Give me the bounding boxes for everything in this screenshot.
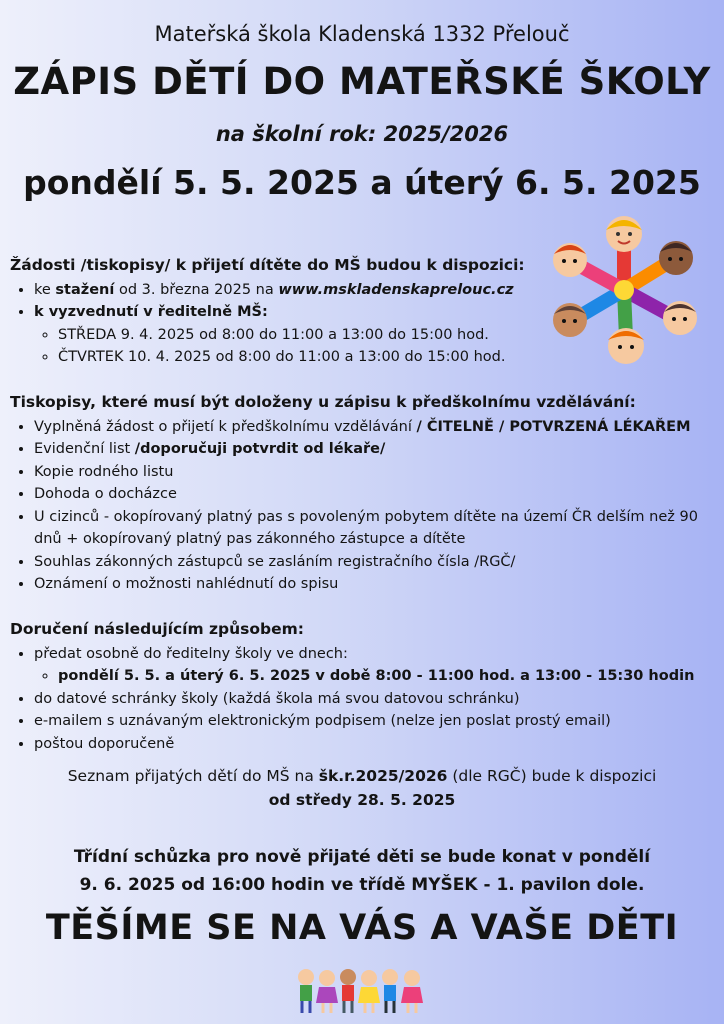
list-item: • e-mailem s uznávaným elektronickým podpisem (nelze jen poslat prostý email): [34, 710, 720, 733]
list-item: • do datové schránky školy (každá škola má svou datovou schránku): [34, 688, 720, 711]
list-item: ◦ pondělí 5. 5. a úterý 6. 5. 2025 v době 8:00 - 11:00 hod. a 13:00 - 15:30 hodin: [58, 665, 720, 688]
list-item: • Oznámení o možnosti nahlédnutí do spisu: [34, 573, 720, 596]
parent-meeting-notice: Třídní schůzka pro nově přijaté děti se bude konat v pondělí 9. 6. 2025 od 16:00 hodin ve třídě MYŠEK - 1. pavilon dole.: [73, 847, 651, 895]
list-item: • U cizinců - okopírovaný platný pas s povoleným pobytem dítěte na území ČR delším než 90 dnů + okopírovaný platný pas zákonného zástupce a dítěte: [34, 506, 720, 551]
accepted-list-notice: Seznam přijatých dětí do MŠ na šk.r.2025/2026 (dle RGČ) bude k dispozici od středy 28. 5. 2025: [67, 767, 657, 809]
list-item: ◦ ČTVRTEK 10. 4. 2025 od 8:00 do 11:00 a 13:00 do 15:00 hod.: [58, 346, 570, 369]
list-item: • poštou doporučeně: [34, 733, 720, 756]
list-item: • Evidenční list /doporučuji potvrdit od lékaře/: [34, 438, 720, 461]
section1-heading: Žádosti /tiskopisy/ k přijetí dítěte do MŠ budou k dispozici:: [10, 256, 525, 274]
children-row-illustration: [292, 963, 432, 1015]
school-year: na školní rok: 2025/2026: [215, 122, 509, 146]
list-item: • k vyzvednutí v ředitelně MŠ: ◦ STŘEDA 9. 4. 2025 od 8:00 do 11:00 a 13:00 do 15:00 hod. ◦ ČTVRTEK 10. 4. 2025 od 8:00 do 11:00 a 13:00 do 15:00 hod.: [34, 301, 570, 369]
list-item: • ke stažení od 3. března 2025 na www.mskladenskaprelouc.cz: [34, 279, 570, 302]
list-item: • Souhlas zákonných zástupců se zasláním registračního čísla /RGČ/: [34, 551, 720, 574]
section-required-documents: [10, 391, 720, 596]
section-delivery: [10, 618, 720, 755]
list-item: ◦ STŘEDA 9. 4. 2025 od 8:00 do 11:00 a 13:00 do 15:00 hod.: [58, 324, 570, 347]
website-link[interactable]: www.mskladenskaprelouc.cz: [278, 281, 514, 298]
school-name: Mateřská škola Kladenská 1332 Přelouč: [154, 22, 570, 46]
children-circle-illustration: [548, 212, 700, 368]
enrollment-dates: pondělí 5. 5. 2025 a úterý 6. 5. 2025: [23, 163, 701, 202]
section2-heading: Tiskopisy, které musí být doloženy u zápisu k předškolnímu vzdělávání:: [10, 393, 636, 411]
list-item: • Kopie rodného listu: [34, 461, 720, 484]
page-title: ZÁPIS DĚTÍ DO MATEŘSKÉ ŠKOLY: [13, 60, 711, 103]
list-item: • Dohoda o docházce: [34, 483, 720, 506]
section-forms-availability: [10, 254, 570, 369]
section3-heading: Doručení následujícím způsobem:: [10, 620, 304, 638]
closing-slogan: TĚŠÍME SE NA VÁS A VAŠE DĚTI: [45, 908, 679, 948]
list-item: • předat osobně do ředitelny školy ve dnech: ◦ pondělí 5. 5. a úterý 6. 5. 2025 v době 8:00 - 11:00 hod. a 13:00 - 15:30 hodin: [34, 643, 720, 688]
list-item: • Vyplněná žádost o přijetí k předškolnímu vzdělávání / ČITELNĚ / POTVRZENÁ LÉKAŘEM: [34, 416, 720, 439]
